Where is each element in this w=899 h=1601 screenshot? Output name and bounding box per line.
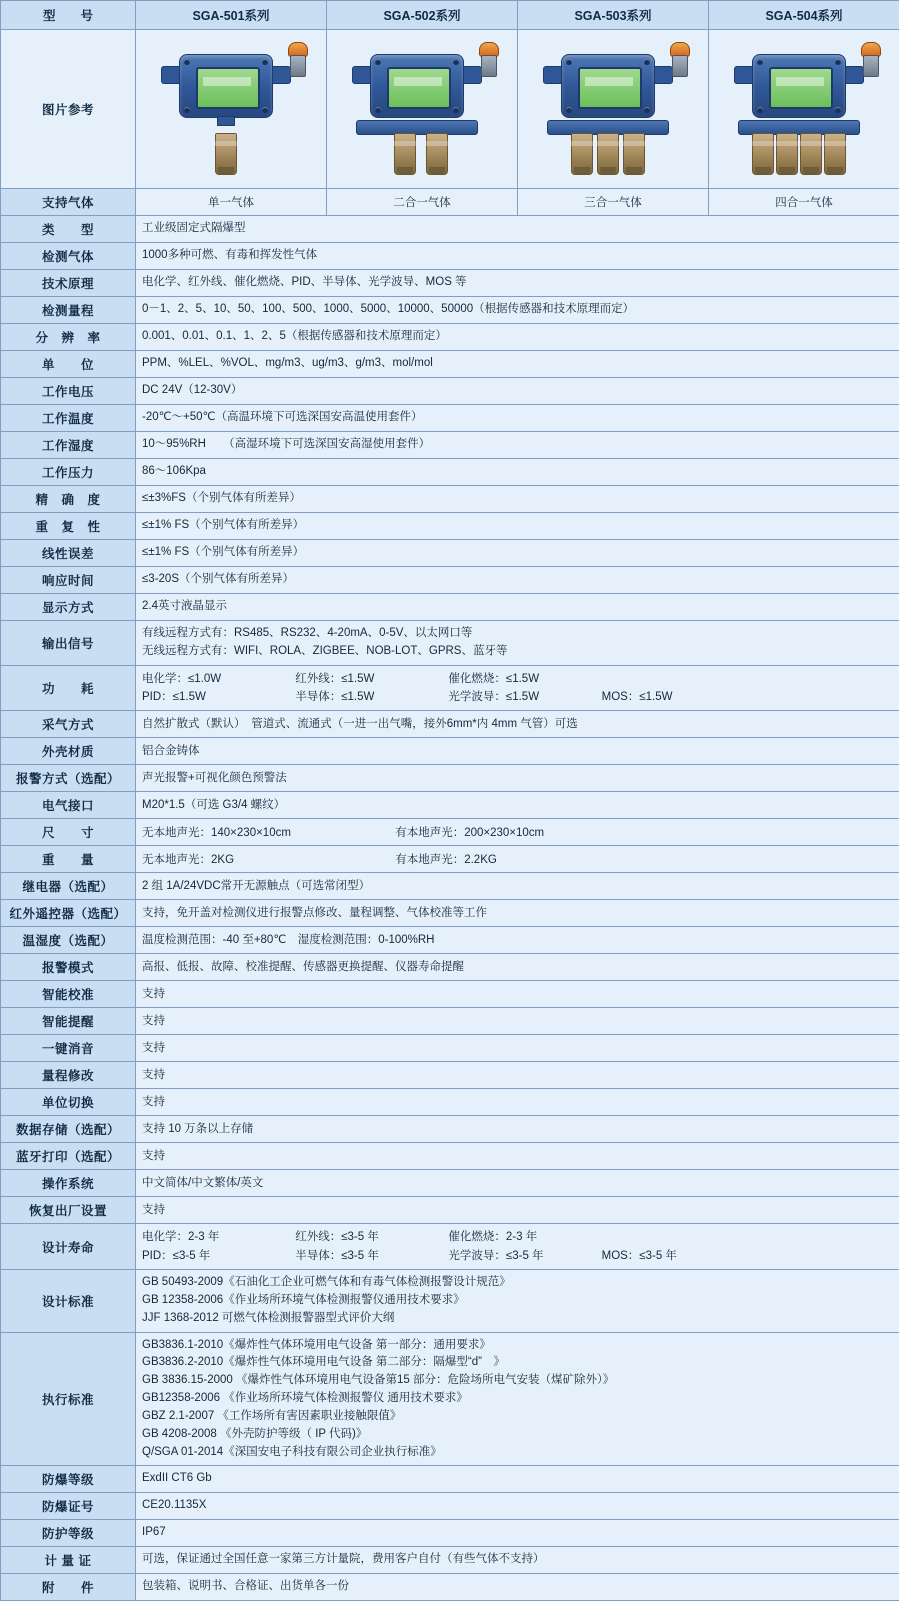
design-standard-item: JJF 1368-2012 可燃气体检测报警器型式评价大纲 [142, 1310, 893, 1328]
device-image-2 [327, 30, 518, 189]
spec-row-temperature [1, 405, 899, 432]
sensor-probe-icon [800, 133, 822, 175]
spec-row-display [1, 594, 899, 621]
spec-value-type [136, 216, 899, 243]
spec-text: ExdII CT6 Gb [142, 1470, 893, 1488]
spec-value-principle [136, 270, 899, 297]
spec-value-range [136, 297, 899, 324]
spec-row-metrology-certificate [1, 1547, 899, 1574]
spec-text: 86～106Kpa [142, 463, 893, 481]
spec-row-weight [1, 846, 899, 873]
spec-label-electrical-interface: 电气接口 [1, 792, 136, 819]
spec-value-weight [136, 846, 899, 873]
gas-detector-illustration-3 [523, 36, 703, 184]
image-reference-row [1, 30, 899, 189]
spec-label-relay: 继电器（选配） [1, 873, 136, 900]
spec-value-alarm-modes [136, 954, 899, 981]
spec-value-one-key-mute [136, 1035, 899, 1062]
spec-value-unit [136, 351, 899, 378]
spec-value-lifespan [136, 1224, 899, 1270]
power-line-1 [142, 670, 893, 688]
sensor-probe-icon [215, 133, 237, 175]
spec-label-ex-rating: 防爆等级 [1, 1466, 136, 1493]
spec-text: 支持 10 万条以上存储 [142, 1121, 893, 1139]
spec-value-sampling [136, 711, 899, 738]
power-catalytic: 催化燃烧：≤1.5W [448, 670, 598, 688]
spec-row-smart-reminder [1, 1008, 899, 1035]
header-row-label: 型 号 [1, 1, 136, 30]
lifespan-pid: PID：≤3-5 年 [142, 1247, 292, 1265]
spec-row-operating-system [1, 1170, 899, 1197]
detector-body-icon [370, 54, 464, 118]
spec-row-detect-gas [1, 243, 899, 270]
detector-body-icon [752, 54, 846, 118]
spec-value-display [136, 594, 899, 621]
spec-row-power [1, 665, 899, 711]
spec-text: 2.4英寸液晶显示 [142, 598, 893, 616]
spec-label-unit-switch: 单位切换 [1, 1089, 136, 1116]
spec-label-range: 检测量程 [1, 297, 136, 324]
spec-value-ip-rating [136, 1520, 899, 1547]
spec-value-accessories [136, 1574, 899, 1601]
spec-text: PPM、%LEL、%VOL、mg/m3、ug/m3、g/m3、mol/mol [142, 355, 893, 373]
spec-row-bluetooth-print [1, 1143, 899, 1170]
dimension-with-alarm: 有本地声光：200×230×10cm [395, 824, 544, 840]
exec-standard-item: GB3836.1-2010《爆炸性气体环境用电气设备 第一部分：通用要求》 [142, 1337, 893, 1355]
spec-label-temp-humidity-optional: 温湿度（选配） [1, 927, 136, 954]
spec-text: 铝合金铸体 [142, 743, 893, 761]
header-model-3: SGA-503系列 [518, 1, 709, 30]
gas-detector-illustration-2 [332, 36, 512, 184]
detector-screen-icon [196, 67, 260, 109]
sensor-probe-icon [776, 133, 798, 175]
spec-row-design-standard [1, 1270, 899, 1332]
spec-text: 自然扩散式（默认） 管道式、流通式（一进一出气嘴，接外6mm*内 4mm 气管）可选 [142, 716, 893, 734]
spec-value-smart-reminder [136, 1008, 899, 1035]
spec-label-detect-gas: 检测气体 [1, 243, 136, 270]
spec-value-ir-remote [136, 900, 899, 927]
gas-manifold-icon [356, 120, 478, 135]
spec-label-principle: 技术原理 [1, 270, 136, 297]
device-image-1 [136, 30, 327, 189]
spec-value-exec-standard [136, 1332, 899, 1466]
spec-value-factory-reset [136, 1197, 899, 1224]
weight-with-alarm: 有本地声光：2.2KG [395, 851, 497, 867]
spec-value-response-time [136, 567, 899, 594]
spec-text: 支持 [142, 986, 893, 1004]
spec-value-temperature [136, 405, 899, 432]
exec-standard-item: Q/SGA 01-2014《深国安电子科技有限公司企业执行标准》 [142, 1444, 893, 1462]
design-standard-item: GB 50493-2009《石油化工企业可燃气体和有毒气体检测报警设计规范》 [142, 1274, 893, 1292]
spec-label-power: 功 耗 [1, 665, 136, 711]
spec-value-pressure [136, 459, 899, 486]
power-line-2 [142, 688, 893, 706]
spec-text: 支持 [142, 1040, 893, 1058]
gas-support-value-2: 二合一气体 [327, 189, 518, 216]
spec-value-metrology-certificate [136, 1547, 899, 1574]
gas-support-value-1: 单一气体 [136, 189, 327, 216]
spec-row-data-storage [1, 1116, 899, 1143]
spec-text: 支持 [142, 1094, 893, 1112]
spec-value-design-standard [136, 1270, 899, 1332]
design-standard-item: GB 12358-2006《作业场所环境气体检测报警仪通用技术要求》 [142, 1292, 893, 1310]
spec-label-ex-certificate: 防爆证号 [1, 1493, 136, 1520]
spec-row-repeatability [1, 513, 899, 540]
detector-body-icon [179, 54, 273, 118]
spec-value-relay [136, 873, 899, 900]
spec-value-linearity [136, 540, 899, 567]
exec-standard-item: GBZ 2.1-2007 《工作场所有害因素职业接触限值》 [142, 1408, 893, 1426]
spec-value-output-signal [136, 621, 899, 666]
spec-text: 支持 [142, 1013, 893, 1031]
spec-row-temp-humidity-optional [1, 927, 899, 954]
lifespan-optical: 光学波导：≤3-5 年 [448, 1247, 598, 1265]
spec-row-pressure [1, 459, 899, 486]
spec-label-alarm-mode-optional: 报警方式（选配） [1, 765, 136, 792]
sensor-probe-icon [752, 133, 774, 175]
sensor-probe-icon [597, 133, 619, 175]
spec-label-lifespan: 设计寿命 [1, 1224, 136, 1270]
spec-label-smart-calibration: 智能校准 [1, 981, 136, 1008]
spec-value-alarm-mode-optional [136, 765, 899, 792]
spec-row-alarm-modes [1, 954, 899, 981]
spec-label-repeatability: 重 复 性 [1, 513, 136, 540]
header-model-2: SGA-502系列 [327, 1, 518, 30]
spec-label-housing: 外壳材质 [1, 738, 136, 765]
power-infrared: 红外线：≤1.5W [295, 670, 445, 688]
spec-value-resolution [136, 324, 899, 351]
dimension-without-alarm: 无本地声光：140×230×10cm [142, 824, 392, 840]
spec-text-wireless: 无线远程方式有：WIFI、ROLA、ZIGBEE、NOB-LOT、GPRS、蓝牙等 [142, 643, 893, 661]
spec-text: M20*1.5（可选 G3/4 螺纹） [142, 797, 893, 815]
device-image-3 [518, 30, 709, 189]
spec-value-ex-certificate [136, 1493, 899, 1520]
lifespan-infrared: 红外线：≤3-5 年 [295, 1228, 445, 1246]
spec-text: IP67 [142, 1524, 893, 1542]
header-model-1: SGA-501系列 [136, 1, 327, 30]
spec-label-temperature: 工作温度 [1, 405, 136, 432]
header-model-4: SGA-504系列 [709, 1, 899, 30]
spec-text: 2 组 1A/24VDC常开无源触点（可选常闭型） [142, 878, 893, 896]
spec-label-exec-standard: 执行标准 [1, 1332, 136, 1466]
spec-label-display: 显示方式 [1, 594, 136, 621]
spec-row-output-signal [1, 621, 899, 666]
spec-row-ir-remote [1, 900, 899, 927]
spec-row-dimension [1, 819, 899, 846]
spec-row-accuracy [1, 486, 899, 513]
spec-text: ≤3-20S（个别气体有所差异） [142, 571, 893, 589]
detector-screen-icon [387, 67, 451, 109]
spec-label-dimension: 尺 寸 [1, 819, 136, 846]
spec-text: 10～95%RH （高湿环境下可选深国安高湿使用套件） [142, 436, 893, 454]
spec-value-humidity [136, 432, 899, 459]
spec-row-range [1, 297, 899, 324]
spec-row-range-modify [1, 1062, 899, 1089]
spec-text: 支持 [142, 1202, 893, 1220]
spec-row-lifespan [1, 1224, 899, 1270]
gas-support-value-4: 四合一气体 [709, 189, 899, 216]
spec-label-ip-rating: 防护等级 [1, 1520, 136, 1547]
spec-row-ex-certificate [1, 1493, 899, 1520]
spec-row-factory-reset [1, 1197, 899, 1224]
spec-value-detect-gas [136, 243, 899, 270]
spec-label-data-storage: 数据存储（选配） [1, 1116, 136, 1143]
spec-value-data-storage [136, 1116, 899, 1143]
spec-row-relay [1, 873, 899, 900]
spec-text: 温度检测范围：-40 至+80℃ 湿度检测范围：0-100%RH [142, 932, 893, 950]
spec-value-dimension [136, 819, 899, 846]
spec-row-unit [1, 351, 899, 378]
spec-label-smart-reminder: 智能提醒 [1, 1008, 136, 1035]
spec-text: 声光报警+可视化颜色预警法 [142, 770, 893, 788]
power-semiconductor: 半导体：≤1.5W [295, 688, 445, 706]
alarm-light-icon [669, 42, 689, 76]
spec-label-ir-remote: 红外遥控器（选配） [1, 900, 136, 927]
detector-screen-icon [578, 67, 642, 109]
spec-value-repeatability [136, 513, 899, 540]
gas-detector-illustration-4 [714, 36, 894, 184]
power-electrochemical: 电化学：≤1.0W [142, 670, 292, 688]
spec-value-operating-system [136, 1170, 899, 1197]
spec-row-response-time [1, 567, 899, 594]
spec-text: -20℃～+50℃（高温环境下可选深国安高温使用套件） [142, 409, 893, 427]
spec-value-accuracy [136, 486, 899, 513]
alarm-light-icon [860, 42, 880, 76]
gas-detector-illustration-1 [141, 36, 321, 184]
spec-text: 包装箱、说明书、合格证、出货单各一份 [142, 1578, 893, 1596]
spec-text-wired: 有线远程方式有：RS485、RS232、4-20mA、0-5V、以太网口等 [142, 625, 893, 643]
spec-value-power [136, 665, 899, 711]
spec-label-bluetooth-print: 蓝牙打印（选配） [1, 1143, 136, 1170]
spec-label-factory-reset: 恢复出厂设置 [1, 1197, 136, 1224]
spec-text: 支持 [142, 1148, 893, 1166]
power-pid: PID：≤1.5W [142, 688, 292, 706]
spec-label-resolution: 分 辨 率 [1, 324, 136, 351]
sensor-probe-icon [426, 133, 448, 175]
sensor-probe-icon [824, 133, 846, 175]
spec-text: 支持，免开盖对检测仪进行报警点修改、量程调整、气体校准等工作 [142, 905, 893, 923]
spec-text: 1000多种可燃、有毒和挥发性气体 [142, 247, 893, 265]
spec-label-humidity: 工作湿度 [1, 432, 136, 459]
alarm-light-icon [287, 42, 307, 76]
detector-screen-icon [769, 67, 833, 109]
spec-label-design-standard: 设计标准 [1, 1270, 136, 1332]
spec-text: ≤±1% FS（个别气体有所差异） [142, 544, 893, 562]
power-mos: MOS：≤1.5W [602, 688, 752, 706]
spec-row-accessories [1, 1574, 899, 1601]
spec-label-operating-system: 操作系统 [1, 1170, 136, 1197]
spec-label-sampling: 采气方式 [1, 711, 136, 738]
lifespan-mos: MOS：≤3-5 年 [602, 1247, 752, 1265]
spec-text: 高报、低报、故障、校准提醒、传感器更换提醒、仪器寿命提醒 [142, 959, 893, 977]
spec-label-type: 类 型 [1, 216, 136, 243]
spec-row-humidity [1, 432, 899, 459]
spec-label-accessories: 附 件 [1, 1574, 136, 1601]
lifespan-catalytic: 催化燃烧：2-3 年 [448, 1228, 598, 1246]
spec-row-voltage [1, 378, 899, 405]
exec-standard-item: GB3836.2-2010《爆炸性气体环境用电气设备 第二部分：隔爆型“d” 》 [142, 1354, 893, 1372]
gas-support-value-3: 三合一气体 [518, 189, 709, 216]
spec-value-voltage [136, 378, 899, 405]
spec-row-type [1, 216, 899, 243]
gas-support-label: 支持气体 [1, 189, 136, 216]
spec-row-exec-standard [1, 1332, 899, 1466]
sensor-probe-icon [571, 133, 593, 175]
lifespan-line-2 [142, 1247, 893, 1265]
spec-label-accuracy: 精 确 度 [1, 486, 136, 513]
spec-row-alarm-mode-optional [1, 765, 899, 792]
device-image-4 [709, 30, 899, 189]
spec-text: DC 24V（12-30V） [142, 382, 893, 400]
spec-value-temp-humidity-optional [136, 927, 899, 954]
spec-row-ex-rating [1, 1466, 899, 1493]
spec-row-principle [1, 270, 899, 297]
spec-label-unit: 单 位 [1, 351, 136, 378]
weight-without-alarm: 无本地声光：2KG [142, 851, 392, 867]
spec-row-linearity [1, 540, 899, 567]
spec-label-output-signal: 输出信号 [1, 621, 136, 666]
spec-value-range-modify [136, 1062, 899, 1089]
spec-label-one-key-mute: 一键消音 [1, 1035, 136, 1062]
spec-label-alarm-modes: 报警模式 [1, 954, 136, 981]
exec-standard-item: GB 4208-2008 《外壳防护等级（ IP 代码)》 [142, 1426, 893, 1444]
spec-text: 支持 [142, 1067, 893, 1085]
sensor-probe-icon [394, 133, 416, 175]
spec-label-voltage: 工作电压 [1, 378, 136, 405]
spec-label-response-time: 响应时间 [1, 567, 136, 594]
lifespan-electrochemical: 电化学：2-3 年 [142, 1228, 292, 1246]
spec-text: 0.001、0.01、0.1、1、2、5（根据传感器和技术原理而定） [142, 328, 893, 346]
exec-standard-item: GB12358-2006 《作业场所环境气体检测报警仪 通用技术要求》 [142, 1390, 893, 1408]
spec-text: ≤±1% FS（个别气体有所差异） [142, 517, 893, 535]
spec-label-metrology-certificate: 计 量 证 [1, 1547, 136, 1574]
power-optical: 光学波导：≤1.5W [448, 688, 598, 706]
spec-text: 工业级固定式隔爆型 [142, 220, 893, 238]
spec-value-unit-switch [136, 1089, 899, 1116]
spec-value-bluetooth-print [136, 1143, 899, 1170]
spec-label-range-modify: 量程修改 [1, 1062, 136, 1089]
spec-value-electrical-interface [136, 792, 899, 819]
spec-row-ip-rating [1, 1520, 899, 1547]
detector-body-icon [561, 54, 655, 118]
spec-label-linearity: 线性误差 [1, 540, 136, 567]
spec-text: ≤±3%FS（个别气体有所差异） [142, 490, 893, 508]
spec-value-smart-calibration [136, 981, 899, 1008]
spec-text: CE20.1135X [142, 1497, 893, 1515]
exec-standard-item: GB 3836.15-2000 《爆炸性气体环境用电气设备第15 部分：危险场所电气安装（煤矿除外）》 [142, 1372, 893, 1390]
spec-text: 中文简体/中文繁体/英文 [142, 1175, 893, 1193]
spec-row-sampling [1, 711, 899, 738]
image-reference-label: 图片参考 [1, 30, 136, 189]
lifespan-line-1 [142, 1228, 893, 1246]
spec-row-resolution [1, 324, 899, 351]
gas-support-row [1, 189, 899, 216]
spec-row-smart-calibration [1, 981, 899, 1008]
spec-text: 0－1、2、5、10、50、100、500、1000、5000、10000、50000（根据传感器和技术原理而定） [142, 301, 893, 319]
alarm-light-icon [478, 42, 498, 76]
spec-row-electrical-interface [1, 792, 899, 819]
spec-text: 电化学、红外线、催化燃烧、PID、半导体、光学波导、MOS 等 [142, 274, 893, 292]
spec-label-weight: 重 量 [1, 846, 136, 873]
spec-label-pressure: 工作压力 [1, 459, 136, 486]
spec-row-unit-switch [1, 1089, 899, 1116]
spec-row-housing [1, 738, 899, 765]
lifespan-semiconductor: 半导体：≤3-5 年 [295, 1247, 445, 1265]
table-header-row [1, 1, 899, 30]
spec-value-ex-rating [136, 1466, 899, 1493]
spec-value-housing [136, 738, 899, 765]
spec-text: 可选，保证通过全国任意一家第三方计量院，费用客户自付（有些气体不支持） [142, 1551, 893, 1569]
spec-row-one-key-mute [1, 1035, 899, 1062]
sensor-probe-icon [623, 133, 645, 175]
